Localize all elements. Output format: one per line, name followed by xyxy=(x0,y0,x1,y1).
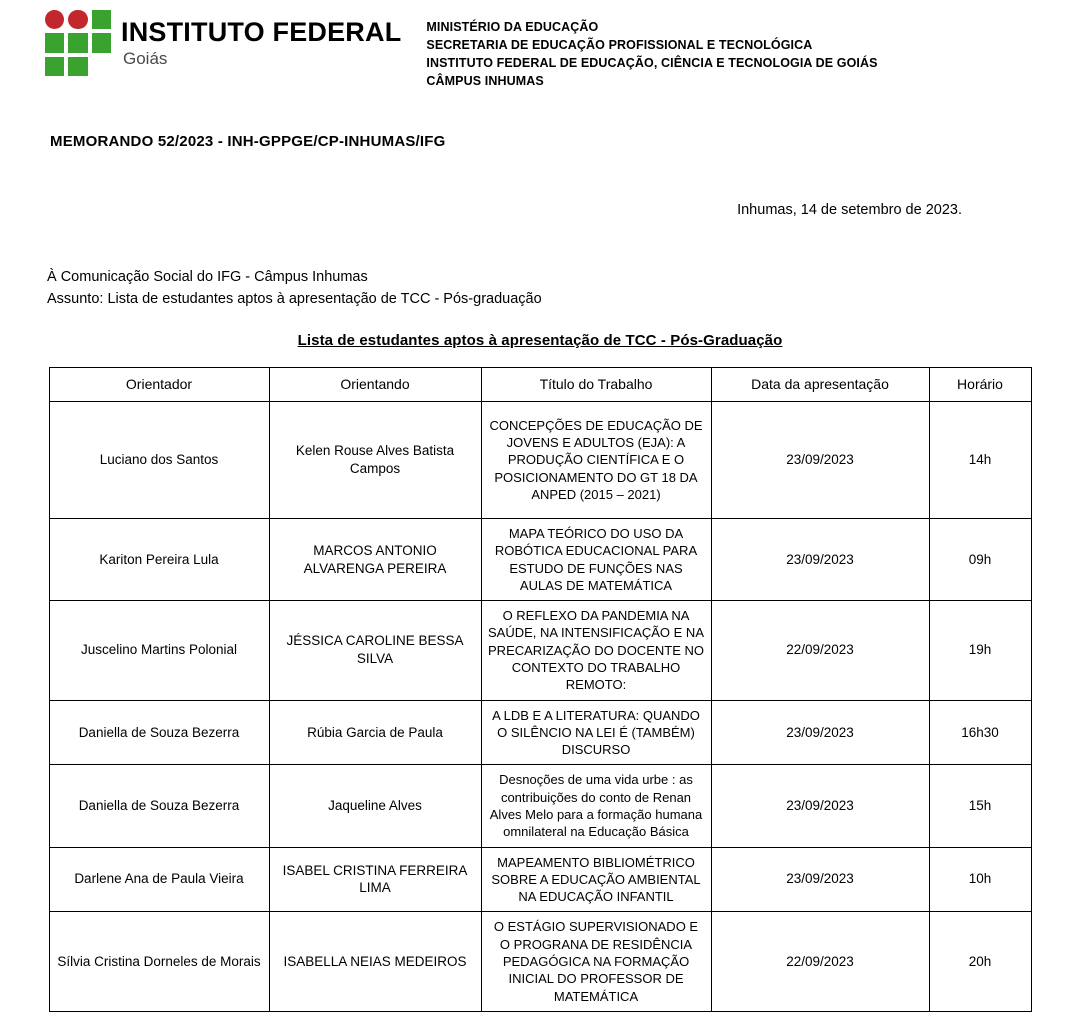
column-header-titulo: Título do Trabalho xyxy=(481,368,711,402)
cell-horario: 10h xyxy=(929,847,1031,912)
cell-orientador: Darlene Ana de Paula Vieira xyxy=(49,847,269,912)
brand-state: Goiás xyxy=(123,49,168,68)
cell-titulo: Desnoções de uma vida urbe : as contribuições do conto de Renan Alves Melo para a formação humana omnilateral na Educação Básica xyxy=(481,765,711,847)
cell-orientando: ISABEL CRISTINA FERREIRA LIMA xyxy=(269,847,481,912)
cell-data: 23/09/2023 xyxy=(711,765,929,847)
cell-orientador: Luciano dos Santos xyxy=(49,402,269,519)
subject-text: Lista de estudantes aptos à apresentação de TCC - Pós-graduação xyxy=(107,290,542,307)
addressee: À Comunicação Social do IFG - Câmpus Inhumas xyxy=(47,268,368,285)
cell-horario: 16h30 xyxy=(929,700,1031,765)
cell-orientando: MARCOS ANTONIO ALVARENGA PEREIRA xyxy=(269,519,481,601)
cell-orientador: Kariton Pereira Lula xyxy=(49,519,269,601)
cell-data: 23/09/2023 xyxy=(711,847,929,912)
cell-data: 23/09/2023 xyxy=(711,402,929,519)
ifg-logo xyxy=(45,10,401,76)
cell-data: 23/09/2023 xyxy=(711,519,929,601)
cell-horario: 14h xyxy=(929,402,1031,519)
column-header-data: Data da apresentação xyxy=(711,368,929,402)
cell-orientador: Daniella de Souza Bezerra xyxy=(49,765,269,847)
cell-orientando: Kelen Rouse Alves Batista Campos xyxy=(269,402,481,519)
cell-titulo: O ESTÁGIO SUPERVISIONADO E O PROGRANA DE RESIDÊNCIA PEDAGÓGICA NA FORMAÇÃO INICIAL DO PROFESSOR DE MATEMÁTICA xyxy=(481,912,711,1011)
cell-titulo: CONCEPÇÕES DE EDUCAÇÃO DE JOVENS E ADULTOS (EJA): A PRODUÇÃO CIENTÍFICA E O POSICIONAMENTO DO GT 18 DA ANPED (2015 – 2021) xyxy=(481,402,711,519)
cell-horario: 09h xyxy=(929,519,1031,601)
cell-horario: 15h xyxy=(929,765,1031,847)
table-row xyxy=(49,601,1031,700)
cell-orientador: Daniella de Souza Bezerra xyxy=(49,700,269,765)
memo-number: MEMORANDO 52/2023 - INH-GPPGE/CP-INHUMAS/IFG xyxy=(50,132,446,150)
students-table xyxy=(49,367,1032,1011)
cell-horario: 19h xyxy=(929,601,1031,700)
cell-titulo: MAPA TEÓRICO DO USO DA ROBÓTICA EDUCACIONAL PARA ESTUDO DE FUNÇÕES NAS AULAS DE MATEMÁTICA xyxy=(481,519,711,601)
cell-titulo: O REFLEXO DA PANDEMIA NA SAÚDE, NA INTENSIFICAÇÃO E NA PRECARIZAÇÃO DO DOCENTE NO CONTEXTO DO TRABALHO REMOTO: xyxy=(481,601,711,700)
organization-lines xyxy=(426,10,877,91)
table-row xyxy=(49,847,1031,912)
cell-titulo: MAPEAMENTO BIBLIOMÉTRICO SOBRE A EDUCAÇÃO AMBIENTAL NA EDUCAÇÃO INFANTIL xyxy=(481,847,711,912)
org-line-1: MINISTÉRIO DA EDUCAÇÃO xyxy=(426,20,599,34)
page-title: Lista de estudantes aptos à apresentação de TCC - Pós-Graduação xyxy=(297,332,783,350)
ifg-logo-text xyxy=(121,19,401,67)
column-header-orientador: Orientador xyxy=(49,368,269,402)
table-row xyxy=(49,519,1031,601)
subject-label: Assunto: xyxy=(47,290,104,307)
cell-orientando: Rúbia Garcia de Paula xyxy=(269,700,481,765)
org-line-4: CÂMPUS INHUMAS xyxy=(426,74,544,89)
cell-orientador: Sílvia Cristina Dorneles de Morais xyxy=(49,912,269,1011)
cell-orientador: Juscelino Martins Polonial xyxy=(49,601,269,700)
cell-data: 22/09/2023 xyxy=(711,912,929,1011)
column-header-horario: Horário xyxy=(929,368,1031,402)
place-and-date: Inhumas, 14 de setembro de 2023. xyxy=(737,201,962,218)
table-row xyxy=(49,700,1031,765)
cell-titulo: A LDB E A LITERATURA: QUANDO O SILÊNCIO NA LEI É (TAMBÉM) DISCURSO xyxy=(481,700,711,765)
cell-orientando: JÉSSICA CAROLINE BESSA SILVA xyxy=(269,601,481,700)
org-line-3: INSTITUTO FEDERAL DE EDUCAÇÃO, CIÊNCIA E TECNOLOGIA DE GOIÁS xyxy=(426,56,878,71)
cell-orientando: ISABELLA NEIAS MEDEIROS xyxy=(269,912,481,1011)
table-row xyxy=(49,912,1031,1011)
cell-data: 23/09/2023 xyxy=(711,700,929,765)
cell-horario: 20h xyxy=(929,912,1031,1011)
cell-orientando: Jaqueline Alves xyxy=(269,765,481,847)
brand-name: INSTITUTO FEDERAL xyxy=(121,17,402,47)
cell-data: 22/09/2023 xyxy=(711,601,929,700)
table-row xyxy=(49,765,1031,847)
column-header-orientando: Orientando xyxy=(269,368,481,402)
org-line-2: SECRETARIA DE EDUCAÇÃO PROFISSIONAL E TECNOLÓGICA xyxy=(426,38,813,53)
subject-line xyxy=(47,288,1080,310)
table-header-row xyxy=(49,368,1031,402)
ifg-logo-mark-icon xyxy=(45,10,111,76)
table-row xyxy=(49,402,1031,519)
document-header xyxy=(0,0,1080,91)
